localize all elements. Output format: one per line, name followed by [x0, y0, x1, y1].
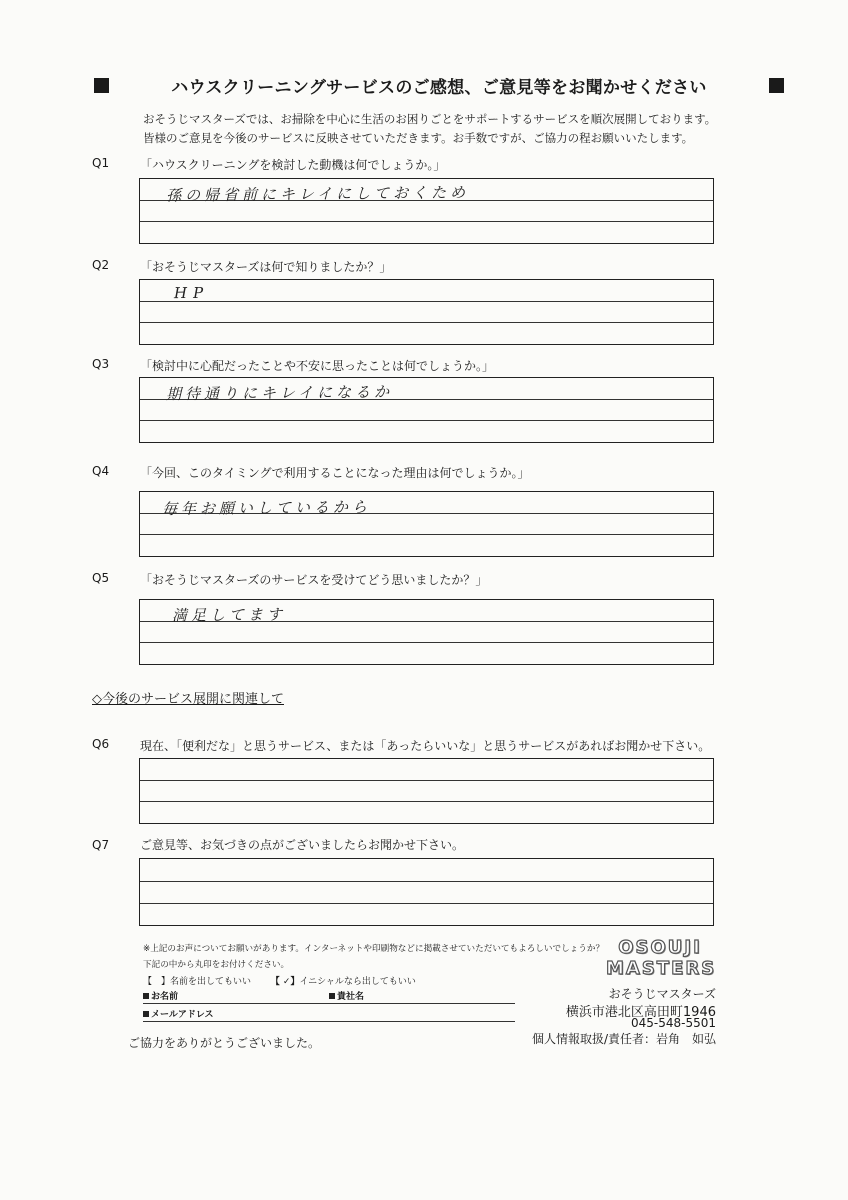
intro-text [143, 110, 763, 148]
q4-text: 「今回、このタイミングで利用することになった理由は何でしょうか。」 [140, 466, 530, 480]
answer-line [140, 801, 713, 802]
q6-answer-box[interactable] [139, 758, 714, 824]
q7-answer-box[interactable] [139, 858, 714, 926]
company-field-label: 貴社名 [337, 992, 365, 1002]
company-phone: 045-548-5501 [630, 1016, 716, 1030]
answer-line [140, 420, 713, 421]
q6-label: Q6 [92, 737, 110, 751]
consent-option-initial[interactable]: イニシャルなら出してもいい [299, 977, 416, 987]
q7-label: Q7 [92, 838, 110, 852]
answer-line [140, 534, 713, 535]
q1-label: Q1 [92, 156, 110, 170]
square-bullet-icon [329, 993, 335, 999]
q1-text: 「ハウスクリーニングを検討した動機は何でしょうか。」 [140, 158, 446, 172]
q2-answer: HP [173, 283, 210, 303]
square-bullet-icon [143, 993, 149, 999]
title-square-left-icon [94, 78, 109, 93]
logo-line-2: MASTERS [606, 958, 717, 979]
q6-text: 現在、「便利だな」と思うサービス、または「あったらいいな」と思うサービスがあればお聞かせ下さい。 [140, 739, 711, 753]
consent-option-name[interactable]: 【 】名前を出してもいい [143, 977, 252, 987]
q3-text: 「検討中に心配だったことや不安に思ったことは何でしょうか。」 [140, 359, 495, 373]
title-square-right-icon [769, 78, 784, 93]
q3-label: Q3 [92, 357, 110, 371]
q3-answer: 期待通りにキレイになるか [165, 382, 394, 404]
answer-line [140, 301, 713, 302]
intro-line-1: おそうじマスターズでは、お掃除を中心に生活のお困りごとをサポートするサービスを順次展開しております。 [143, 112, 717, 126]
q1-answer: 孫の帰省前にキレイにしておくため [165, 183, 470, 205]
name-label-wrap [143, 989, 178, 1002]
q4-label: Q4 [92, 464, 110, 478]
name-field-label: お名前 [151, 992, 179, 1002]
company-name: おそうじマスターズ [608, 987, 716, 1001]
q2-label: Q2 [92, 258, 110, 272]
form-title-row [94, 70, 784, 100]
q5-label: Q5 [92, 571, 110, 585]
osouji-masters-logo [606, 937, 717, 983]
email-label-wrap [143, 1007, 214, 1020]
answer-line [140, 780, 713, 781]
answer-line [140, 642, 713, 643]
answer-line [140, 881, 713, 882]
consent-note-2: 下記の中から丸印をお付けください。 [143, 960, 290, 970]
thanks-text: ご協力をありがとうございました。 [128, 1036, 321, 1050]
company-address: 横浜市港北区高田町1946 [565, 1005, 716, 1020]
company-label-wrap [329, 989, 364, 1002]
consent-option-initial-mark[interactable]: 【 ✓】 [270, 977, 300, 987]
form-title: ハウスクリーニングサービスのご感想、ご意見等をお聞かせください [171, 77, 707, 98]
consent-note-1: ※上記のお声についてお願いがあります。インターネットや印刷物などに掲載させていただいてもよろしいでしょうか？ [143, 944, 605, 954]
answer-line [140, 322, 713, 323]
q5-answer: 満足してます [171, 605, 287, 625]
q2-answer-box[interactable] [139, 279, 714, 345]
section-title: ◇今後のサービス展開に関連して [92, 692, 284, 707]
q2-text: 「おそうじマスターズは何で知りましたか？」 [140, 260, 392, 274]
email-field-label: メールアドレス [151, 1010, 214, 1020]
square-bullet-icon [143, 1011, 149, 1017]
email-row [143, 1004, 515, 1022]
answer-line [140, 221, 713, 222]
logo-line-1: OSOUJI [618, 937, 702, 958]
q7-text: ご意見等、お気づきの点がございましたらお聞かせ下さい。 [140, 838, 465, 852]
q5-text: 「おそうじマスターズのサービスを受けてどう思いましたか？」 [140, 573, 488, 587]
privacy-manager: 個人情報取扱/責任者：岩角 如弘 [531, 1032, 716, 1046]
answer-line [140, 903, 713, 904]
q4-answer: 毎年お願いしているから [161, 497, 372, 519]
name-company-row [143, 986, 515, 1004]
intro-line-2: 皆様のご意見を今後のサービスに反映させていただきます。お手数ですが、ご協力の程お願いいたします。 [143, 131, 694, 145]
